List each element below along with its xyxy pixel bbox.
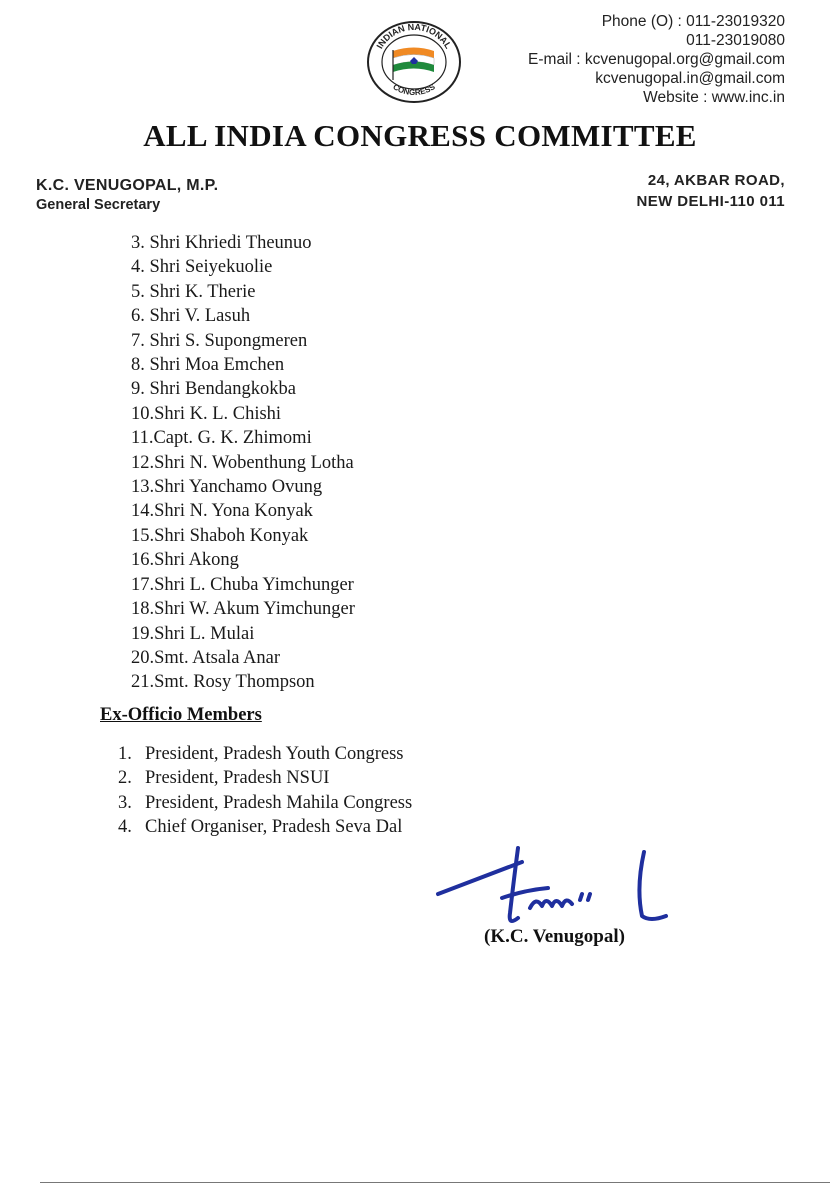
item-number: 1.: [118, 744, 132, 764]
list-item: 13.Shri Yanchamo Ovung: [131, 477, 323, 498]
signatory-name: (K.C. Venugopal): [484, 926, 625, 947]
phone-2: 011-23019080: [686, 32, 785, 49]
list-item: [118, 815, 412, 839]
email-1: kcvenugopal.org@gmail.com: [584, 51, 785, 68]
list-item: 5. Shri K. Therie: [131, 281, 256, 302]
secretary-title: General Secretary: [36, 197, 161, 213]
list-item: 11.Capt. G. K. Zhimomi: [131, 428, 312, 449]
list-item: [118, 766, 412, 790]
flag-icon: [393, 48, 434, 81]
list-item: 15.Shri Shaboh Konyak: [131, 525, 309, 546]
contact-block: [528, 12, 785, 107]
ex-officio-list: [118, 742, 412, 840]
list-item: 4. Shri Seiyekuolie: [131, 257, 273, 278]
ex-officio-heading: Ex-Officio Members: [100, 705, 262, 725]
item-text: President, Pradesh NSUI: [145, 768, 330, 789]
item-number: 3.: [118, 792, 132, 813]
phone-label: Phone (O) :: [601, 13, 682, 30]
email-label: E-mail :: [528, 51, 581, 68]
committee-title: ALL INDIA CONGRESS COMMITTEE: [143, 118, 697, 153]
list-item: 18.Shri W. Akum Yimchunger: [131, 599, 355, 620]
email-2: kcvenugopal.in@gmail.com: [595, 70, 785, 87]
svg-text:CONGRESS: [391, 82, 437, 97]
list-item: 20.Smt. Atsala Anar: [131, 647, 281, 668]
list-item: 19.Shri L. Mulai: [131, 623, 255, 644]
handwritten-signature: [430, 838, 680, 938]
list-item: 21.Smt. Rosy Thompson: [131, 672, 315, 693]
list-item: 7. Shri S. Supongmeren: [131, 330, 308, 351]
logo-text-bottom: CONGRESS: [391, 82, 437, 98]
item-text: President, Pradesh Youth Congress: [145, 744, 404, 764]
email-row: [528, 50, 785, 69]
website-label: Website :: [643, 89, 708, 106]
item-text: President, Pradesh Mahila Congress: [145, 792, 413, 813]
address-line-2: NEW DELHI-110 011: [636, 193, 785, 210]
list-item: 9. Shri Bendangkokba: [131, 379, 296, 400]
svg-text:INDIAN NATIONAL: [374, 22, 453, 51]
item-number: 4.: [118, 817, 132, 838]
secretary-block: [36, 176, 218, 215]
list-item: 10.Shri K. L. Chishi: [131, 403, 282, 424]
list-item: [118, 742, 412, 766]
phone-row: [528, 12, 785, 31]
website-row: [528, 88, 785, 107]
website: www.inc.in: [711, 89, 785, 106]
footer-divider: [40, 1182, 830, 1183]
secretary-name: K.C. VENUGOPAL, M.P.: [36, 177, 219, 194]
address-line-1: 24, AKBAR ROAD,: [647, 172, 785, 189]
list-item: 8. Shri Moa Emchen: [131, 355, 285, 376]
list-item: [118, 791, 412, 815]
logo-text-top: INDIAN NATIONAL: [374, 21, 454, 51]
list-item: 12.Shri N. Wobenthung Lotha: [131, 452, 354, 473]
list-item: 16.Shri Akong: [131, 550, 239, 571]
member-list: [131, 231, 355, 695]
congress-logo: [366, 20, 462, 104]
list-item: 3. Shri Khriedi Theunuo: [131, 233, 312, 253]
list-item: 17.Shri L. Chuba Yimchunger: [131, 574, 354, 595]
item-text: Chief Organiser, Pradesh Seva Dal: [145, 817, 403, 838]
list-item: 6. Shri V. Lasuh: [131, 306, 251, 327]
item-number: 2.: [118, 768, 132, 789]
list-item: 14.Shri N. Yona Konyak: [131, 501, 313, 522]
address-block: [636, 170, 785, 212]
phone-1: 011-23019320: [686, 13, 785, 30]
